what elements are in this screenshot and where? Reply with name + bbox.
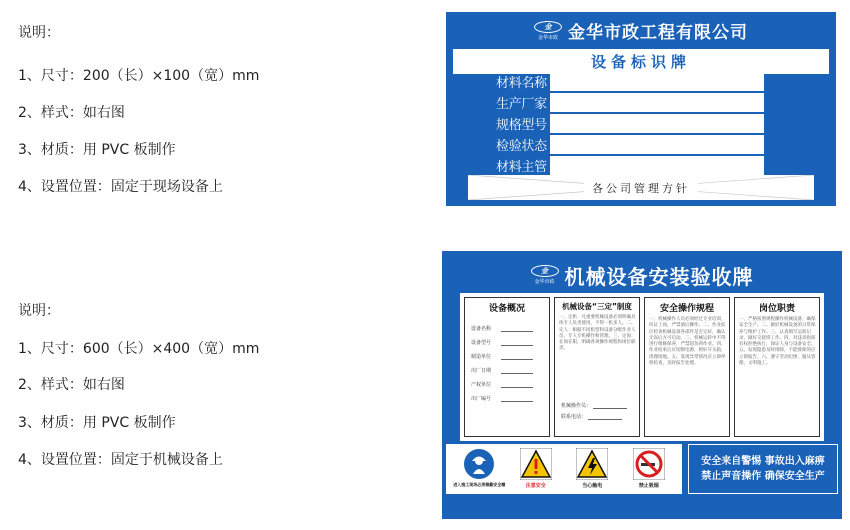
spec1-size: 1、尺寸：200（长）×100（宽）mm: [18, 68, 260, 84]
equipment-id-sign: [446, 12, 836, 206]
warning-sign: [516, 448, 556, 490]
logo-mark-icon: 金: [534, 21, 562, 33]
field-label: 材料主管: [496, 160, 547, 175]
logo-mark-icon: 金: [531, 265, 559, 277]
warning-caption: 注意安全: [525, 483, 546, 489]
electric-sign: [572, 448, 612, 490]
duties-text: 一、严格按照规程操作机械设备，确保安全生产。二、做好机械设备的日常保养与维护工作。三、认真填写运转记录，做好交接班工作。四、对违章指挥有权拒绝执行，保证人身与设备安全。五、发现隐患及时排除，不能排除的应立即报告。六、遵守劳动纪律，服从管理，文明施工。: [739, 317, 816, 367]
field-row: [496, 72, 764, 91]
overview-row: [471, 374, 549, 388]
logo-text: 金华市政: [534, 279, 555, 285]
three-fix-title: 机械设备“三定”制度: [562, 302, 632, 311]
overview-title: 设备概况: [488, 304, 525, 314]
no-smoking-icon: [633, 448, 665, 480]
duties-column: [734, 297, 820, 437]
spec1-heading: 说明：: [18, 25, 60, 41]
overview-label: 出厂日期: [471, 368, 492, 374]
field-label: 生产厂家: [496, 97, 547, 112]
sign1-title: 设备标识牌: [590, 53, 691, 71]
field-row: [496, 93, 764, 112]
phone-signature: [561, 413, 639, 420]
hardhat-caption: 进入施工现场必须佩戴安全帽: [453, 482, 506, 487]
field-row: [496, 156, 764, 175]
company-logo: [531, 265, 559, 285]
field-blank: [550, 72, 764, 91]
duties-title: 岗位职责: [758, 304, 795, 314]
field-row: [496, 114, 764, 133]
sign2-header: [442, 259, 842, 291]
spec1-style: 2、样式：如右图: [18, 105, 125, 121]
overview-row: [471, 318, 549, 332]
overview-label: 制造单位: [471, 354, 492, 360]
company-name: 金华市政工程有限公司: [568, 23, 748, 43]
overview-column: [464, 297, 550, 437]
sign2-title: 机械设备安装验收牌: [564, 264, 754, 289]
spec2-location: 4、设置位置：固定于机械设备上: [18, 452, 223, 468]
electric-caption: 当心触电: [582, 483, 603, 489]
overview-row: [471, 346, 549, 360]
field-blank: [550, 135, 764, 154]
field-label: 检验状态: [496, 139, 547, 154]
field-label: 材料名称: [496, 76, 547, 91]
rules-title: 安全操作规程: [659, 304, 714, 314]
logo-text: 金华市政: [537, 34, 558, 41]
spec2-material: 3、材质：用 PVC 板制作: [18, 415, 176, 431]
no-smoking-caption: 禁止吸烟: [638, 483, 659, 489]
operator-signature: [561, 402, 639, 409]
sign1-header: [446, 12, 836, 49]
info-panel: [460, 293, 824, 441]
spec2-style: 2、样式：如右图: [18, 377, 125, 393]
policy-footer: [468, 175, 814, 200]
field-blank: [550, 93, 764, 112]
machine-acceptance-sign: [442, 251, 842, 519]
hardhat-icon: [463, 448, 495, 480]
overview-row: [471, 388, 549, 402]
warning-icon: [520, 448, 552, 480]
rules-column: [644, 297, 730, 437]
slogan-line: 禁止声音操作 确保安全生产: [701, 471, 825, 482]
sign1-title-bar: [453, 49, 829, 74]
three-fix-column: [554, 297, 640, 437]
three-fix-text: 一、定机：凡重要机械设备必须明确具体专人负责使用，不得一机多人。二、定人：根据不同机型和设备分配作业人员，专人专机操作和管理。三、定岗：在岗在职，明确各项操作规程和岗位职责。: [559, 315, 636, 352]
policy-footer-text: 各公司管理方针: [584, 180, 698, 196]
overview-label: 设备名称: [471, 326, 492, 332]
safety-strip: [446, 444, 838, 494]
spec1-location: 4、设置位置：固定于现场设备上: [18, 179, 223, 195]
hardhat-sign: [453, 448, 506, 490]
safety-icons-box: [446, 444, 682, 494]
slogan-line: 安全来自警惕 事故出入麻痹: [701, 456, 825, 467]
field-blank: [550, 156, 764, 175]
spec1-material: 3、材质：用 PVC 板制作: [18, 142, 176, 158]
no-smoking-sign: [629, 448, 669, 490]
spec2-size: 1、尺寸：600（长）×400（宽）mm: [18, 341, 260, 357]
overview-label: 出厂编号: [471, 396, 492, 402]
company-logo: [534, 21, 562, 41]
electric-icon: [576, 448, 608, 480]
spec2-heading: 说明：: [18, 303, 60, 319]
overview-row: [471, 332, 549, 346]
overview-row: [471, 360, 549, 374]
field-label: 规格型号: [496, 118, 547, 133]
overview-label: 设备型号: [471, 340, 492, 346]
overview-label: 产权单位: [471, 382, 492, 388]
phone-label: 联系电话：: [561, 414, 587, 420]
rules-text: 一、机械操作人员必须经过专业培训，持证上岗，严禁酒后操作。二、作业前应检查机械设备各部件是否完好，确认无误后方可启动。三、机械运转中不得进行维修保养，严禁超负荷作业。四、作业结束后应切断电源，锁好开关箱，清理场地。五、发现异常情况应立即停机检查，及时报告处理。: [649, 317, 726, 367]
field-row: [496, 135, 764, 154]
slogan-box: [688, 444, 838, 494]
operator-label: 机械操作员：: [561, 403, 592, 409]
field-blank: [550, 114, 764, 133]
